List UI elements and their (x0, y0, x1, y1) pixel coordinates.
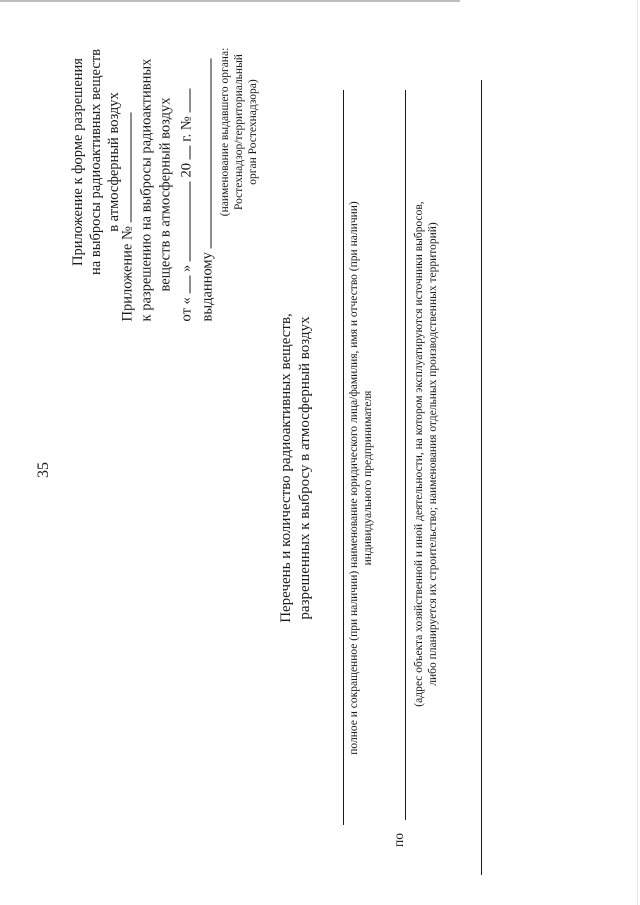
appendix-number-label: Приложение № (119, 226, 136, 322)
appendix-number-blank[interactable] (117, 113, 132, 223)
legal-entity-caption-line-2: индивидуального предпринимателя (362, 390, 374, 566)
header-line-2: на выбросы радиоактивных веществ (88, 49, 104, 275)
address-line[interactable] (405, 90, 406, 820)
date-from-label: от « (178, 297, 195, 322)
scan-edge-right (637, 0, 638, 905)
address-continuation-line[interactable] (481, 80, 482, 875)
issuer-note-line-1: (наименование выдавшего органа: (219, 47, 231, 217)
date-year-blank[interactable] (176, 145, 191, 159)
po-label: по (391, 833, 406, 847)
address-caption-line-1: (адрес объекта хозяйственной и иной деятельности, на котором эксплуатируются источники выбросов, (413, 201, 425, 707)
issuer-blank[interactable] (197, 59, 212, 249)
title-line-1: Перечень и количество радиоактивных веществ, (278, 313, 294, 623)
title-line-2: разрешенных к выбросу в атмосферный воздух (297, 316, 313, 620)
header-block (69, 49, 123, 275)
date-month-blank[interactable] (176, 181, 191, 261)
permit-number-blank[interactable] (176, 89, 191, 113)
legal-entity-caption (347, 201, 375, 754)
address-caption-line-2: либо планируется их строительство; наименования отдельных производственных территорий) (427, 222, 439, 686)
date-year-label: 20 (178, 162, 195, 178)
header-line-1: Приложение к форме разрешения (70, 58, 86, 266)
scan-edge-top (0, 0, 460, 2)
appendix-line-3: веществ в атмосферный воздух (157, 97, 174, 292)
appendix-line-2: к разрешению на выбросы радиоактивных (138, 58, 155, 322)
issuer-note-line-2: Ростехнадзор/территориальный (233, 54, 245, 210)
legal-entity-name-line[interactable] (343, 90, 344, 825)
date-number-label: г. № (178, 116, 195, 142)
date-quote-close: » (178, 264, 195, 272)
issuer-note (218, 48, 260, 217)
header-line-3: в атмосферный воздух (106, 92, 122, 232)
appendix-number-line (117, 59, 138, 322)
date-day-blank[interactable] (176, 276, 191, 294)
issued-to-label: выданному (199, 252, 216, 322)
issuer-note-line-3: орган Ростехнадзора) (247, 79, 259, 185)
issued-to-line (197, 59, 218, 322)
legal-entity-caption-line-1: полное и сокращенное (при наличии) наименование юридического лица/фамилия, имя и отчество (при наличии) (348, 201, 360, 755)
page-number: 35 (35, 462, 52, 478)
appendix-date-line (176, 59, 197, 322)
address-caption (412, 201, 440, 706)
appendix-block (117, 59, 218, 322)
document-title (277, 313, 315, 623)
